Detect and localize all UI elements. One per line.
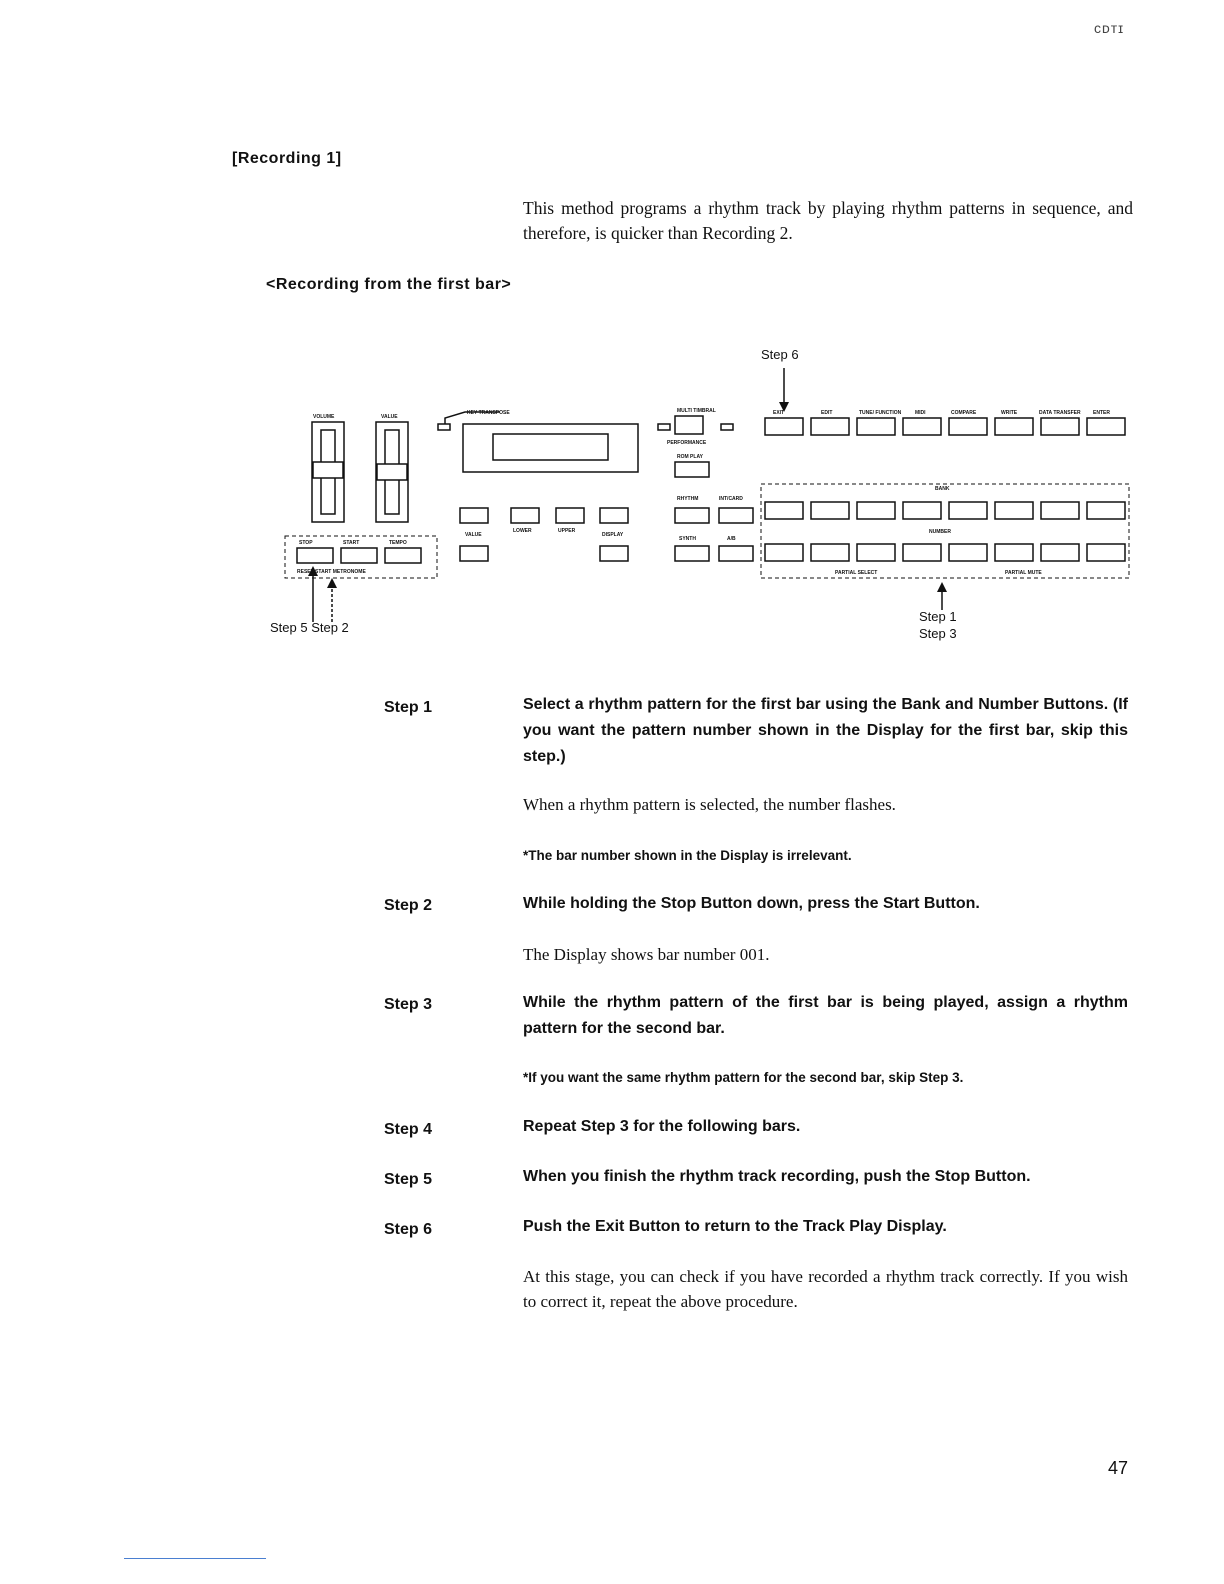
page-number: 47 [1108, 1458, 1129, 1478]
callout-step6: Step 6 [761, 347, 799, 362]
label-tempo: TEMPO [389, 540, 407, 546]
label-tune-function: TUNE/ FUNCTION [859, 410, 902, 416]
step1-arrow-head [937, 582, 947, 592]
start-button[interactable] [341, 548, 377, 563]
performance-indicator-right [721, 424, 733, 430]
data-transfer-button[interactable] [1041, 418, 1079, 435]
label-partial-select: PARTIAL SELECT [835, 570, 878, 576]
label-write: WRITE [1001, 410, 1018, 416]
label-enter: ENTER [1093, 410, 1110, 416]
number-button-7[interactable] [1041, 544, 1079, 561]
rhythm-button[interactable] [675, 508, 709, 523]
label-data-transfer: DATA TRANSFER [1039, 410, 1081, 416]
label-exit: EXIT [773, 410, 785, 416]
bottom-rule [124, 1558, 266, 1559]
label-value: VALUE [381, 414, 398, 420]
step-4-text: Repeat Step 3 for the following bars. [523, 1118, 801, 1135]
display-button[interactable] [600, 508, 628, 523]
step-1-label: Step 1 [384, 699, 433, 716]
number-button-3[interactable] [857, 544, 895, 561]
label-midi: MIDI [915, 410, 926, 416]
int-card-button[interactable] [719, 508, 753, 523]
panel-diagram [255, 340, 1155, 660]
midi-button[interactable] [903, 418, 941, 435]
label-rom-play: ROM PLAY [677, 454, 703, 460]
label-reset-start-metronome: RESET START METRONOME [297, 569, 366, 575]
bank-button-1[interactable] [765, 502, 803, 519]
label-key-transpose: KEY TRANSPOSE [467, 410, 510, 416]
exit-button[interactable] [765, 418, 803, 435]
label-edit: EDIT [821, 410, 833, 416]
step-5-text: When you finish the rhythm track recording, push the Stop Button. [523, 1168, 1031, 1185]
performance-indicator-left [658, 424, 670, 430]
label-upper: UPPER [558, 528, 576, 534]
label-synth: SYNTH [679, 536, 696, 542]
volume-slider-knob[interactable] [313, 462, 343, 478]
label-performance: PERFORMANCE [667, 440, 707, 446]
label-partial-mute: PARTIAL MUTE [1005, 570, 1042, 576]
step-2-text: While holding the Stop Button down, press the Start Button. [523, 895, 980, 912]
label-bank: BANK [935, 486, 950, 492]
intro-paragraph: This method programs a rhythm track by playing rhythm patterns in sequence, and therefore, is quicker than Recording 2. [523, 198, 1133, 243]
bank-button-8[interactable] [1087, 502, 1125, 519]
compare-button[interactable] [949, 418, 987, 435]
tempo-button[interactable] [385, 548, 421, 563]
label-int-card: INT/CARD [719, 496, 743, 502]
key-transpose-button[interactable] [438, 424, 450, 430]
bank-button-5[interactable] [949, 502, 987, 519]
callout-step3: Step 3 [919, 626, 957, 641]
value-down-button[interactable] [460, 508, 488, 523]
stop-button[interactable] [297, 548, 333, 563]
label-display: DISPLAY [602, 532, 624, 538]
number-button-6[interactable] [995, 544, 1033, 561]
label-number: NUMBER [929, 529, 951, 535]
step-5-label: Step 5 [384, 1171, 433, 1188]
label-multi-timbral: MULTI TIMBRAL [677, 408, 716, 414]
step-3-label: Step 3 [384, 996, 433, 1013]
step-1-note-flash: When a rhythm pattern is selected, the number flashes. [523, 795, 896, 814]
rom-play-button[interactable] [675, 462, 709, 477]
step-3-text: While the rhythm pattern of the first bar is being played, assign a rhythm pattern for the second bar. [523, 994, 1128, 1037]
value-slider-knob[interactable] [377, 464, 407, 480]
step-1-text: Select a rhythm pattern for the first bar using the Bank and Number Buttons. (If you want the pattern number shown in the Display for the first bar, skip this step.) [523, 696, 1128, 765]
number-button-2[interactable] [811, 544, 849, 561]
bank-button-2[interactable] [811, 502, 849, 519]
label-ab: A/B [727, 536, 736, 542]
section-title: [Recording 1] [232, 150, 342, 167]
value-up-button[interactable] [460, 546, 488, 561]
subheading: <Recording from the first bar> [266, 276, 512, 293]
bank-button-6[interactable] [995, 502, 1033, 519]
tune-function-button[interactable] [857, 418, 895, 435]
display-alt-button[interactable] [600, 546, 628, 561]
bank-button-7[interactable] [1041, 502, 1079, 519]
step-2-note-display: The Display shows bar number 001. [523, 945, 770, 964]
edit-button[interactable] [811, 418, 849, 435]
multi-timbral-button[interactable] [675, 416, 703, 434]
label-volume: VOLUME [313, 414, 335, 420]
enter-button[interactable] [1087, 418, 1125, 435]
callout-step1: Step 1 [919, 609, 957, 624]
bank-button-4[interactable] [903, 502, 941, 519]
label-compare: COMPARE [951, 410, 977, 416]
ab-button[interactable] [719, 546, 753, 561]
write-button[interactable] [995, 418, 1033, 435]
synth-button[interactable] [675, 546, 709, 561]
step-4-label: Step 4 [384, 1121, 433, 1138]
bank-button-3[interactable] [857, 502, 895, 519]
callout-step5-step2: Step 5 Step 2 [270, 620, 349, 635]
step-6-label: Step 6 [384, 1221, 433, 1238]
panel-diagram-svg [255, 340, 1155, 660]
label-value-arrow: VALUE [465, 532, 482, 538]
header-corner-text: ᴄᴅᴛɪ [1094, 20, 1125, 36]
number-button-8[interactable] [1087, 544, 1125, 561]
lcd-display-window [493, 434, 608, 460]
step-1-note-star: *The bar number shown in the Display is irrelevant. [523, 848, 852, 863]
step-2-label: Step 2 [384, 897, 433, 914]
label-stop: STOP [299, 540, 313, 546]
step-3-note-star: *If you want the same rhythm pattern for the second bar, skip Step 3. [523, 1070, 964, 1085]
closing-paragraph: At this stage, you can check if you have recorded a rhythm track correctly. If you wish to correct it, repeat the above procedure. [523, 1267, 1128, 1311]
step2-arrow-head [327, 578, 337, 588]
number-button-4[interactable] [903, 544, 941, 561]
number-button-5[interactable] [949, 544, 987, 561]
lower-button[interactable] [511, 508, 539, 523]
upper-button[interactable] [556, 508, 584, 523]
label-lower: LOWER [513, 528, 532, 534]
label-rhythm: RHYTHM [677, 496, 699, 502]
label-start: START [343, 540, 360, 546]
step-6-text: Push the Exit Button to return to the Track Play Display. [523, 1218, 947, 1235]
number-button-1[interactable] [765, 544, 803, 561]
lcd-display [463, 424, 638, 472]
